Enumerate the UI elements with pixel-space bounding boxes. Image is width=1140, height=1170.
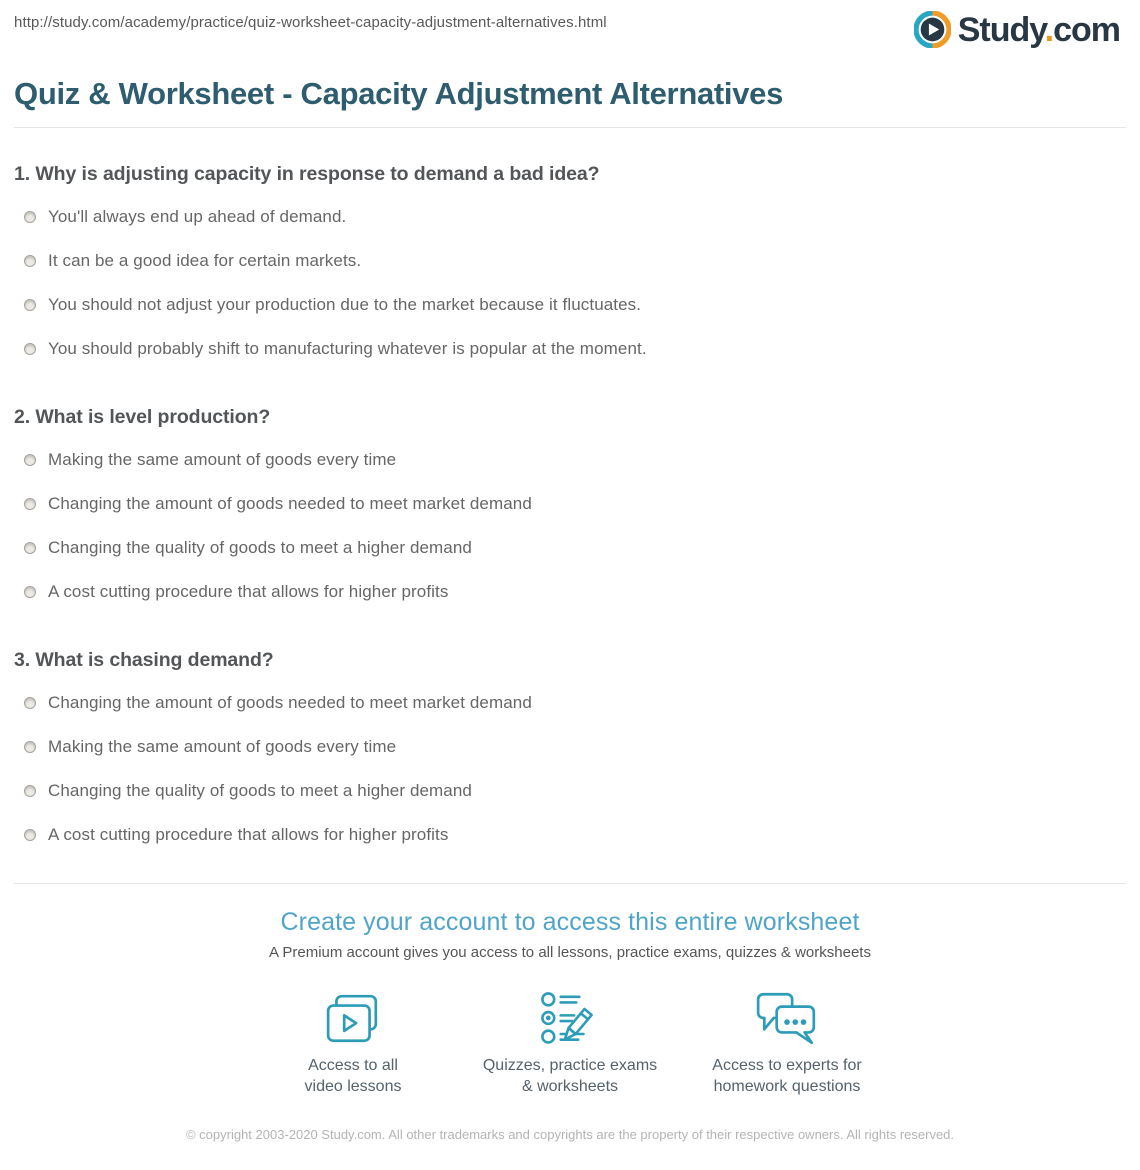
feature-label-line: & worksheets <box>521 1078 619 1096</box>
answer-option-label: Changing the quality of goods to meet a higher demand <box>48 538 472 557</box>
answer-option-label: You'll always end up ahead of demand. <box>48 207 347 226</box>
answer-option[interactable] <box>14 482 1126 526</box>
answer-option-label: It can be a good idea for certain markets. <box>48 251 362 270</box>
feature-label-line: Access to experts for <box>712 1057 862 1074</box>
question-block <box>14 163 1126 371</box>
page-title: Quiz & Worksheet - Capacity Adjustment Alternatives <box>14 76 784 111</box>
quiz-questions <box>14 163 1126 857</box>
radio-button-icon[interactable] <box>24 454 36 466</box>
answer-option[interactable] <box>14 438 1126 482</box>
radio-button-icon[interactable] <box>24 211 36 223</box>
radio-button-icon[interactable] <box>24 586 36 598</box>
feature-label-line: Access to all <box>308 1057 398 1074</box>
answer-option[interactable] <box>14 813 1126 857</box>
feature-item <box>462 992 679 1097</box>
radio-button-icon[interactable] <box>24 741 36 753</box>
signup-section <box>0 908 1140 1170</box>
studycom-logo-icon <box>914 11 951 48</box>
question-heading: 2. What is level production? <box>14 406 271 428</box>
question-block <box>14 406 1126 614</box>
answer-option[interactable] <box>14 195 1126 239</box>
feature-label <box>462 1055 679 1097</box>
video-lessons-icon <box>245 992 462 1046</box>
radio-button-icon[interactable] <box>24 785 36 797</box>
radio-button-icon[interactable] <box>24 829 36 841</box>
feature-label <box>679 1055 896 1097</box>
feature-label-line: homework questions <box>713 1078 861 1096</box>
feature-label-line: video lessons <box>304 1078 402 1096</box>
header <box>0 0 1140 48</box>
answer-option[interactable] <box>14 239 1126 283</box>
answer-option-label: Making the same amount of goods every time <box>48 737 397 756</box>
feature-item <box>679 992 896 1097</box>
answer-option-label: Changing the amount of goods needed to meet market demand <box>48 693 532 712</box>
radio-button-icon[interactable] <box>24 255 36 267</box>
feature-label <box>245 1055 462 1097</box>
radio-button-icon[interactable] <box>24 498 36 510</box>
answer-option-label: Making the same amount of goods every time <box>48 450 397 469</box>
section-divider <box>14 883 1126 884</box>
answer-option[interactable] <box>14 725 1126 769</box>
radio-button-icon[interactable] <box>24 697 36 709</box>
radio-button-icon[interactable] <box>24 542 36 554</box>
copyright-notice: © copyright 2003-2020 Study.com. All other trademarks and copyrights are the property of their respective owners. All rights reserved. <box>185 1127 955 1143</box>
answer-option-label: You should not adjust your production due to the market because it fluctuates. <box>48 295 642 314</box>
question-heading: 3. What is chasing demand? <box>14 649 274 671</box>
signup-heading: Create your account to access this entire worksheet <box>280 908 860 936</box>
studycom-logo[interactable] <box>914 11 1120 48</box>
answer-option[interactable] <box>14 681 1126 725</box>
radio-button-icon[interactable] <box>24 343 36 355</box>
chat-bubbles-icon <box>679 992 896 1046</box>
answer-option[interactable] <box>14 327 1126 371</box>
answer-option[interactable] <box>14 283 1126 327</box>
page-url: http://study.com/academy/practice/quiz-worksheet-capacity-adjustment-alternatives.html <box>14 14 607 31</box>
answer-option-label: A cost cutting procedure that allows for higher profits <box>48 582 449 601</box>
feature-label-line: Quizzes, practice exams <box>482 1057 658 1074</box>
question-block <box>14 649 1126 857</box>
answer-option[interactable] <box>14 526 1126 570</box>
quiz-pencil-icon <box>462 992 679 1046</box>
answer-option-label: Changing the quality of goods to meet a higher demand <box>48 781 472 800</box>
answer-option[interactable] <box>14 769 1126 813</box>
answer-option-label: Changing the amount of goods needed to meet market demand <box>48 494 532 513</box>
radio-button-icon[interactable] <box>24 299 36 311</box>
studycom-logo-text: Study.com <box>957 10 1120 49</box>
answer-option-label: A cost cutting procedure that allows for higher profits <box>48 825 449 844</box>
question-heading: 1. Why is adjusting capacity in response to demand a bad idea? <box>14 163 600 185</box>
answer-option-label: You should probably shift to manufacturing whatever is popular at the moment. <box>48 339 647 358</box>
title-divider <box>14 127 1126 128</box>
feature-list <box>0 992 1140 1097</box>
answer-option[interactable] <box>14 570 1126 614</box>
signup-subheading: A Premium account gives you access to all lessons, practice exams, quizzes & worksheets <box>269 944 871 961</box>
feature-item <box>245 992 462 1097</box>
